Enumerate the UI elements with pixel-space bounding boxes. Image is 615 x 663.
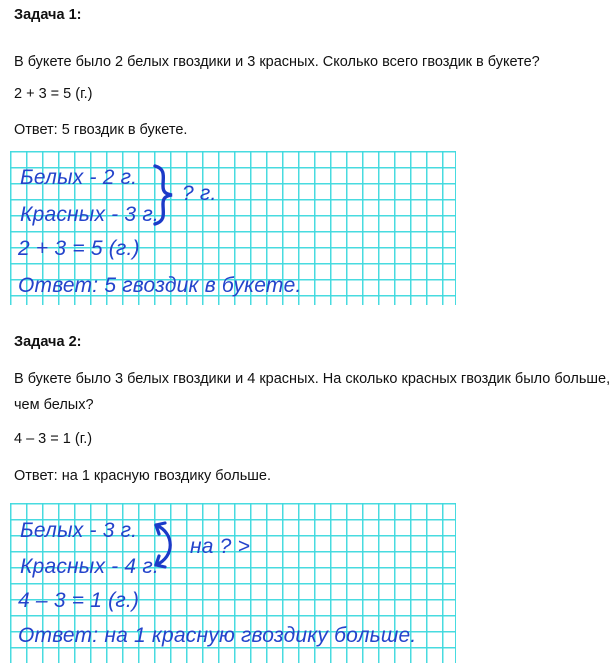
notebook-1-given-red: Красных - 3 г. [20,203,159,226]
notebook-1-question-label: ? г. [182,182,217,205]
notebook-1-given-white: Белых - 2 г. [20,166,138,189]
task-2-statement: В букете было 3 белых гвоздики и 4 красных. На сколько красных гвоздик было больше, чем белых? [14,371,611,413]
curved-double-arrow-icon [148,518,190,572]
notebook-2-answer: Ответ: на 1 красную гвоздику больше. [18,624,417,647]
task-2-notebook-grid [10,503,456,663]
notebook-2-given-white: Белых - 3 г. [20,519,138,542]
notebook-1-equation: 2 + 3 = 5 (г.) [18,237,140,260]
task-2-equation: 4 – 3 = 1 (г.) [14,431,93,447]
notebook-2-equation: 4 – 3 = 1 (г.) [18,589,140,612]
notebook-2-given-red: Красных - 4 г. [20,555,159,578]
task-1-title: Задача 1: [14,7,82,23]
task-1-answer: Ответ: 5 гвоздик в букете. [14,122,188,138]
task-1-equation: 2 + 3 = 5 (г.) [14,86,93,102]
task-2-answer: Ответ: на 1 красную гвоздику больше. [14,468,272,484]
task-1-statement: В букете было 2 белых гвоздики и 3 красных. Сколько всего гвоздик в букете? [14,54,540,70]
task-1-notebook-grid [10,151,456,305]
notebook-2-question-label: на ? > [190,535,251,558]
curly-brace-icon [151,163,181,227]
notebook-1-answer: Ответ: 5 гвоздик в букете. [18,274,302,297]
task-2-title: Задача 2: [14,334,82,350]
